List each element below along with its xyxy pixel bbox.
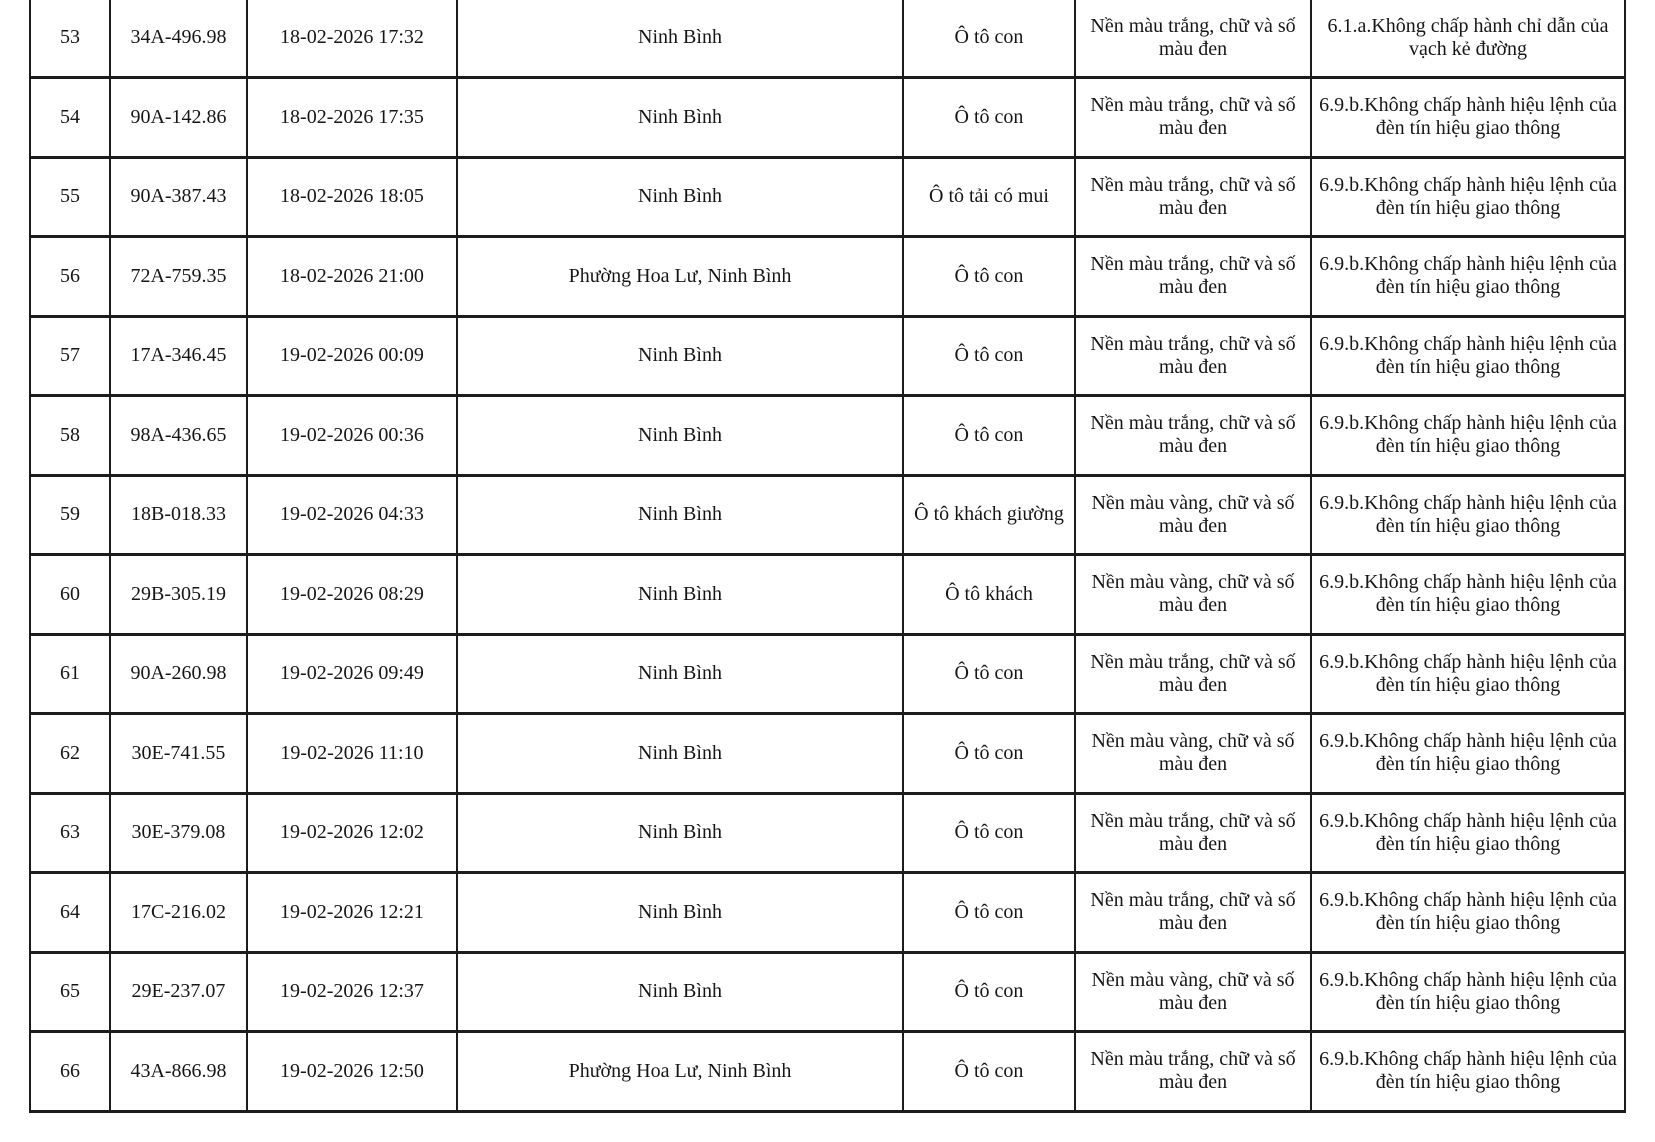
row-number-cell: 61	[30, 634, 110, 714]
plate-style-cell: Nền màu vàng, chữ và số màu đen	[1075, 952, 1311, 1032]
location-cell: Ninh Bình	[457, 396, 903, 476]
license-plate-cell: 17C-216.02	[110, 873, 247, 953]
violation-cell: 6.9.b.Không chấp hành hiệu lệnh của đèn tín hiệu giao thông	[1311, 714, 1625, 794]
plate-style-cell: Nền màu trắng, chữ và số màu đen	[1075, 78, 1311, 158]
plate-style-cell: Nền màu vàng, chữ và số màu đen	[1075, 555, 1311, 635]
plate-style-cell: Nền màu trắng, chữ và số màu đen	[1075, 873, 1311, 953]
table-row	[30, 157, 1625, 237]
violation-cell: 6.9.b.Không chấp hành hiệu lệnh của đèn tín hiệu giao thông	[1311, 78, 1625, 158]
location-cell: Phường Hoa Lư, Ninh Bình	[457, 237, 903, 317]
traffic-violations-table	[29, 0, 1626, 1113]
datetime-cell: 19-02-2026 11:10	[247, 714, 457, 794]
violation-cell: 6.9.b.Không chấp hành hiệu lệnh của đèn tín hiệu giao thông	[1311, 157, 1625, 237]
location-cell: Ninh Bình	[457, 475, 903, 555]
license-plate-cell: 43A-866.98	[110, 1032, 247, 1112]
vehicle-type-cell: Ô tô con	[903, 396, 1075, 476]
plate-style-cell: Nền màu trắng, chữ và số màu đen	[1075, 157, 1311, 237]
license-plate-cell: 90A-387.43	[110, 157, 247, 237]
violation-cell: 6.9.b.Không chấp hành hiệu lệnh của đèn tín hiệu giao thông	[1311, 237, 1625, 317]
row-number-cell: 63	[30, 793, 110, 873]
vehicle-type-cell: Ô tô con	[903, 793, 1075, 873]
license-plate-cell: 90A-260.98	[110, 634, 247, 714]
vehicle-type-cell: Ô tô khách giường	[903, 475, 1075, 555]
table-body	[30, 0, 1625, 1111]
table-row	[30, 237, 1625, 317]
violation-cell: 6.9.b.Không chấp hành hiệu lệnh của đèn tín hiệu giao thông	[1311, 316, 1625, 396]
row-number-cell: 55	[30, 157, 110, 237]
row-number-cell: 60	[30, 555, 110, 635]
plate-style-cell: Nền màu trắng, chữ và số màu đen	[1075, 0, 1311, 78]
datetime-cell: 19-02-2026 08:29	[247, 555, 457, 635]
table-row	[30, 873, 1625, 953]
row-number-cell: 57	[30, 316, 110, 396]
license-plate-cell: 90A-142.86	[110, 78, 247, 158]
location-cell: Ninh Bình	[457, 316, 903, 396]
table-row	[30, 952, 1625, 1032]
table-row	[30, 0, 1625, 78]
violation-cell: 6.9.b.Không chấp hành hiệu lệnh của đèn tín hiệu giao thông	[1311, 1032, 1625, 1112]
vehicle-type-cell: Ô tô con	[903, 873, 1075, 953]
vehicle-type-cell: Ô tô con	[903, 634, 1075, 714]
violation-cell: 6.9.b.Không chấp hành hiệu lệnh của đèn tín hiệu giao thông	[1311, 555, 1625, 635]
license-plate-cell: 34A-496.98	[110, 0, 247, 78]
row-number-cell: 66	[30, 1032, 110, 1112]
location-cell: Ninh Bình	[457, 873, 903, 953]
vehicle-type-cell: Ô tô con	[903, 78, 1075, 158]
license-plate-cell: 72A-759.35	[110, 237, 247, 317]
license-plate-cell: 30E-741.55	[110, 714, 247, 794]
vehicle-type-cell: Ô tô con	[903, 237, 1075, 317]
table-row	[30, 634, 1625, 714]
license-plate-cell: 17A-346.45	[110, 316, 247, 396]
location-cell: Ninh Bình	[457, 157, 903, 237]
license-plate-cell: 18B-018.33	[110, 475, 247, 555]
violation-cell: 6.1.a.Không chấp hành chỉ dẫn của vạch kẻ đường	[1311, 0, 1625, 78]
location-cell: Ninh Bình	[457, 714, 903, 794]
datetime-cell: 19-02-2026 12:21	[247, 873, 457, 953]
location-cell: Phường Hoa Lư, Ninh Bình	[457, 1032, 903, 1112]
license-plate-cell: 29E-237.07	[110, 952, 247, 1032]
row-number-cell: 64	[30, 873, 110, 953]
plate-style-cell: Nền màu vàng, chữ và số màu đen	[1075, 714, 1311, 794]
datetime-cell: 18-02-2026 17:32	[247, 0, 457, 78]
plate-style-cell: Nền màu trắng, chữ và số màu đen	[1075, 793, 1311, 873]
row-number-cell: 62	[30, 714, 110, 794]
vehicle-type-cell: Ô tô khách	[903, 555, 1075, 635]
row-number-cell: 59	[30, 475, 110, 555]
location-cell: Ninh Bình	[457, 0, 903, 78]
violation-cell: 6.9.b.Không chấp hành hiệu lệnh của đèn tín hiệu giao thông	[1311, 793, 1625, 873]
vehicle-type-cell: Ô tô con	[903, 952, 1075, 1032]
table-row	[30, 316, 1625, 396]
datetime-cell: 19-02-2026 09:49	[247, 634, 457, 714]
datetime-cell: 18-02-2026 18:05	[247, 157, 457, 237]
table-row	[30, 555, 1625, 635]
location-cell: Ninh Bình	[457, 78, 903, 158]
plate-style-cell: Nền màu trắng, chữ và số màu đen	[1075, 634, 1311, 714]
row-number-cell: 58	[30, 396, 110, 476]
datetime-cell: 18-02-2026 21:00	[247, 237, 457, 317]
table-row	[30, 475, 1625, 555]
location-cell: Ninh Bình	[457, 952, 903, 1032]
datetime-cell: 19-02-2026 12:37	[247, 952, 457, 1032]
datetime-cell: 18-02-2026 17:35	[247, 78, 457, 158]
table-row	[30, 1032, 1625, 1112]
datetime-cell: 19-02-2026 00:09	[247, 316, 457, 396]
license-plate-cell: 30E-379.08	[110, 793, 247, 873]
license-plate-cell: 29B-305.19	[110, 555, 247, 635]
datetime-cell: 19-02-2026 00:36	[247, 396, 457, 476]
datetime-cell: 19-02-2026 12:50	[247, 1032, 457, 1112]
row-number-cell: 53	[30, 0, 110, 78]
plate-style-cell: Nền màu vàng, chữ và số màu đen	[1075, 475, 1311, 555]
datetime-cell: 19-02-2026 04:33	[247, 475, 457, 555]
vehicle-type-cell: Ô tô con	[903, 1032, 1075, 1112]
license-plate-cell: 98A-436.65	[110, 396, 247, 476]
plate-style-cell: Nền màu trắng, chữ và số màu đen	[1075, 316, 1311, 396]
violation-cell: 6.9.b.Không chấp hành hiệu lệnh của đèn tín hiệu giao thông	[1311, 475, 1625, 555]
violation-cell: 6.9.b.Không chấp hành hiệu lệnh của đèn tín hiệu giao thông	[1311, 952, 1625, 1032]
vehicle-type-cell: Ô tô con	[903, 316, 1075, 396]
table-row	[30, 78, 1625, 158]
table-row	[30, 793, 1625, 873]
plate-style-cell: Nền màu trắng, chữ và số màu đen	[1075, 1032, 1311, 1112]
violation-cell: 6.9.b.Không chấp hành hiệu lệnh của đèn tín hiệu giao thông	[1311, 634, 1625, 714]
row-number-cell: 56	[30, 237, 110, 317]
vehicle-type-cell: Ô tô con	[903, 714, 1075, 794]
row-number-cell: 54	[30, 78, 110, 158]
violation-cell: 6.9.b.Không chấp hành hiệu lệnh của đèn tín hiệu giao thông	[1311, 396, 1625, 476]
violation-cell: 6.9.b.Không chấp hành hiệu lệnh của đèn tín hiệu giao thông	[1311, 873, 1625, 953]
location-cell: Ninh Bình	[457, 555, 903, 635]
plate-style-cell: Nền màu trắng, chữ và số màu đen	[1075, 237, 1311, 317]
vehicle-type-cell: Ô tô tải có mui	[903, 157, 1075, 237]
datetime-cell: 19-02-2026 12:02	[247, 793, 457, 873]
vehicle-type-cell: Ô tô con	[903, 0, 1075, 78]
table-row	[30, 396, 1625, 476]
location-cell: Ninh Bình	[457, 634, 903, 714]
plate-style-cell: Nền màu trắng, chữ và số màu đen	[1075, 396, 1311, 476]
row-number-cell: 65	[30, 952, 110, 1032]
table-row	[30, 714, 1625, 794]
location-cell: Ninh Bình	[457, 793, 903, 873]
